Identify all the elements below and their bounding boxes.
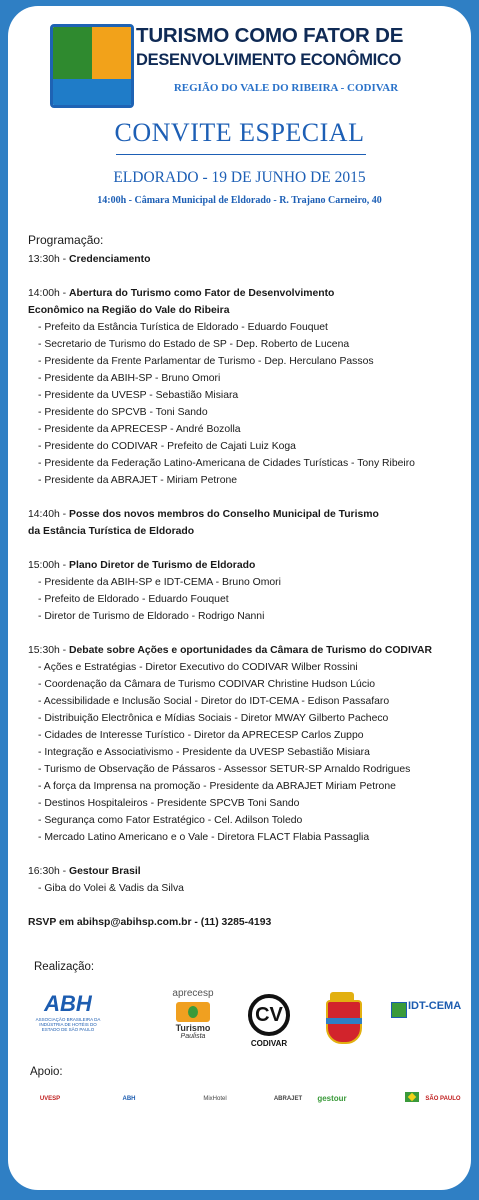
realizacao-label: Realização: [34, 961, 95, 973]
sao-paulo-state-logo: SÃO PAULO [425, 1096, 461, 1102]
program [28, 232, 458, 931]
list-item: - Prefeito de Eldorado - Eduardo Fouquet [38, 594, 229, 605]
list-item: - Secretario de Turismo do Estado de SP - Dep. Roberto de Lucena [38, 339, 350, 350]
idt-cema-name: IDT-CEMA [408, 1000, 462, 1012]
list-item: - A força da Imprensa na promoção - Presidente da ABRAJET Miriam Petrone [38, 781, 396, 792]
water-waves-icon [53, 79, 131, 105]
region-subtitle: REGIÃO DO VALE DO RIBEIRA - CODIVAR [173, 82, 399, 94]
session-title: da Estância Turística de Eldorado [28, 526, 195, 537]
session-time: 13:30h - [28, 254, 70, 265]
list-item: - Prefeito da Estância Turística de Eldorado - Eduardo Fouquet [38, 322, 328, 333]
session-time: 14:40h - [28, 509, 70, 520]
list-item: - Cidades de Interesse Turístico - Diretor da APRECESP Carlos Zuppo [38, 730, 364, 741]
list-item: - Turismo de Observação de Pássaros - Assessor SETUR-SP Arnaldo Rodrigues [38, 764, 411, 775]
idt-cema-icon [391, 1002, 407, 1018]
abrajet-logo: ABRAJET [273, 1096, 303, 1102]
spacer [28, 625, 458, 642]
tourism-logo [50, 24, 134, 108]
codivar-name: CODIVAR [250, 1039, 288, 1048]
spacer [28, 268, 458, 285]
list-item: - Presidente da Frente Parlamentar de Turismo - Dep. Herculano Passos [38, 356, 374, 367]
list-item: - Segurança como Fator Estratégico - Cel. Adilson Toledo [38, 815, 303, 826]
abh-caption: ASSOCIAÇÃO BRASILEIRA DA INDÚSTRIA DE HOTÉIS DO ESTADO DE SÃO PAULO [35, 1017, 101, 1032]
aprecesp-name: aprecesp [172, 988, 214, 999]
session-5 [28, 642, 458, 659]
session-title: Debate sobre Ações e oportunidades da Câmara de Turismo do CODIVAR [69, 645, 432, 656]
list-item: - Distribuição Electrônica e Mídias Sociais - Diretor MWAY Gilberto Pacheco [38, 713, 389, 724]
session-title: Credenciamento [69, 254, 151, 265]
spacer [28, 540, 458, 557]
list-item: - Presidente da ABRAJET - Miriam Petrone [38, 475, 238, 486]
list-item: - Presidente da ABIH-SP - Bruno Omori [38, 373, 221, 384]
title-line-2: DESENVOLVIMENTO ECONÔMICO [136, 51, 402, 69]
session-3-title-cont [28, 523, 458, 540]
idt-cema-logo [391, 1000, 465, 1032]
brazil-flag-icon [405, 1092, 419, 1102]
spacer [28, 846, 458, 863]
session-title: Econômico na Região do Vale do Ribeira [28, 305, 230, 316]
turismo-label: Turismo [175, 1023, 211, 1033]
abh-support-logo: ABH [122, 1096, 136, 1102]
session-title: Gestour Brasil [69, 866, 141, 877]
list-item: - Presidente da ABIH-SP e IDT-CEMA - Bruno Omori [38, 577, 281, 588]
session-6 [28, 863, 458, 880]
session-3 [28, 506, 458, 523]
header [8, 6, 471, 116]
paulista-label: Paulista [180, 1033, 206, 1040]
list-item: - Presidente do CODIVAR - Prefeito de Cajati Luiz Koga [38, 441, 296, 452]
list-item: - Giba do Volei & Vadis da Silva [38, 883, 184, 894]
list-item: - Acessibilidade e Inclusão Social - Diretor do IDT-CEMA - Edison Passafaro [38, 696, 390, 707]
spacer [28, 897, 458, 914]
session-time: 14:00h - [28, 288, 70, 299]
list-item: - Presidente do SPCVB - Toni Sando [38, 407, 208, 418]
session-4 [28, 557, 458, 574]
rsvp-line: RSVP em abihsp@abihsp.com.br - (11) 3285-4193 [28, 917, 272, 928]
event-venue: 14:00h - Câmara Municipal de Eldorado - R. Trajano Carneiro, 40 [97, 195, 382, 206]
session-title: Abertura do Turismo como Fator de Desenvolvimento [69, 288, 335, 299]
session-time: 15:00h - [28, 560, 70, 571]
list-item: - Presidente da UVESP - Sebastião Misiara [38, 390, 239, 401]
session-2 [28, 285, 458, 302]
codivar-logo [244, 994, 294, 1050]
session-time: 15:30h - [28, 645, 70, 656]
turismo-paulista-icon [176, 1002, 210, 1022]
mixhotel-logo: MixHotel [203, 1096, 227, 1102]
list-item: - Destinos Hospitaleiros - Presidente SPCVB Toni Sando [38, 798, 300, 809]
event-date: ELDORADO - 19 DE JUNHO DE 2015 [113, 169, 366, 186]
gestour-logo: gestour [317, 1094, 347, 1103]
session-title: Plano Diretor de Turismo de Eldorado [69, 560, 256, 571]
program-title: Programação: [28, 233, 104, 247]
session-2-title-cont [28, 302, 458, 319]
sun-icon [92, 27, 131, 79]
title-line-1: TURISMO COMO FATOR DE [136, 24, 404, 47]
invite-heading: CONVITE ESPECIAL [114, 118, 365, 147]
aprecesp-logo [158, 988, 228, 1058]
list-item: - Ações e Estratégias - Diretor Executivo do CODIVAR Wilber Rossini [38, 662, 358, 673]
list-item: - Coordenação da Câmara de Turismo CODIVAR Christine Hudson Lúcio [38, 679, 376, 690]
list-item: - Diretor de Turismo de Eldorado - Rodrigo Nanni [38, 611, 265, 622]
tree-icon [53, 27, 92, 79]
list-item: - Presidente da Federação Latino-Americana de Cidades Turísticas - Tony Ribeiro [38, 458, 415, 469]
list-item: - Mercado Latino Americano e o Vale - Diretora FLACT Flabia Passaglia [38, 832, 370, 843]
list-item: - Presidente da APRECESP - André Bozolla [38, 424, 241, 435]
heading-divider [116, 154, 366, 155]
codivar-mark: CV [248, 994, 290, 1036]
session-title: Posse dos novos membros do Conselho Municipal de Turismo [69, 509, 379, 520]
invitation-card [8, 6, 471, 1190]
session-1 [28, 251, 458, 268]
abh-logo [32, 991, 104, 1047]
spacer [28, 489, 458, 506]
session-time: 16:30h - [28, 866, 70, 877]
eldorado-crest-icon [320, 992, 364, 1048]
apoio-label: Apoio: [30, 1066, 63, 1078]
uvesp-logo: UVESP [39, 1096, 61, 1102]
list-item: - Integração e Associativismo - Presidente da UVESP Sebastião Misiara [38, 747, 370, 758]
abh-mark: ABH [44, 991, 92, 1016]
